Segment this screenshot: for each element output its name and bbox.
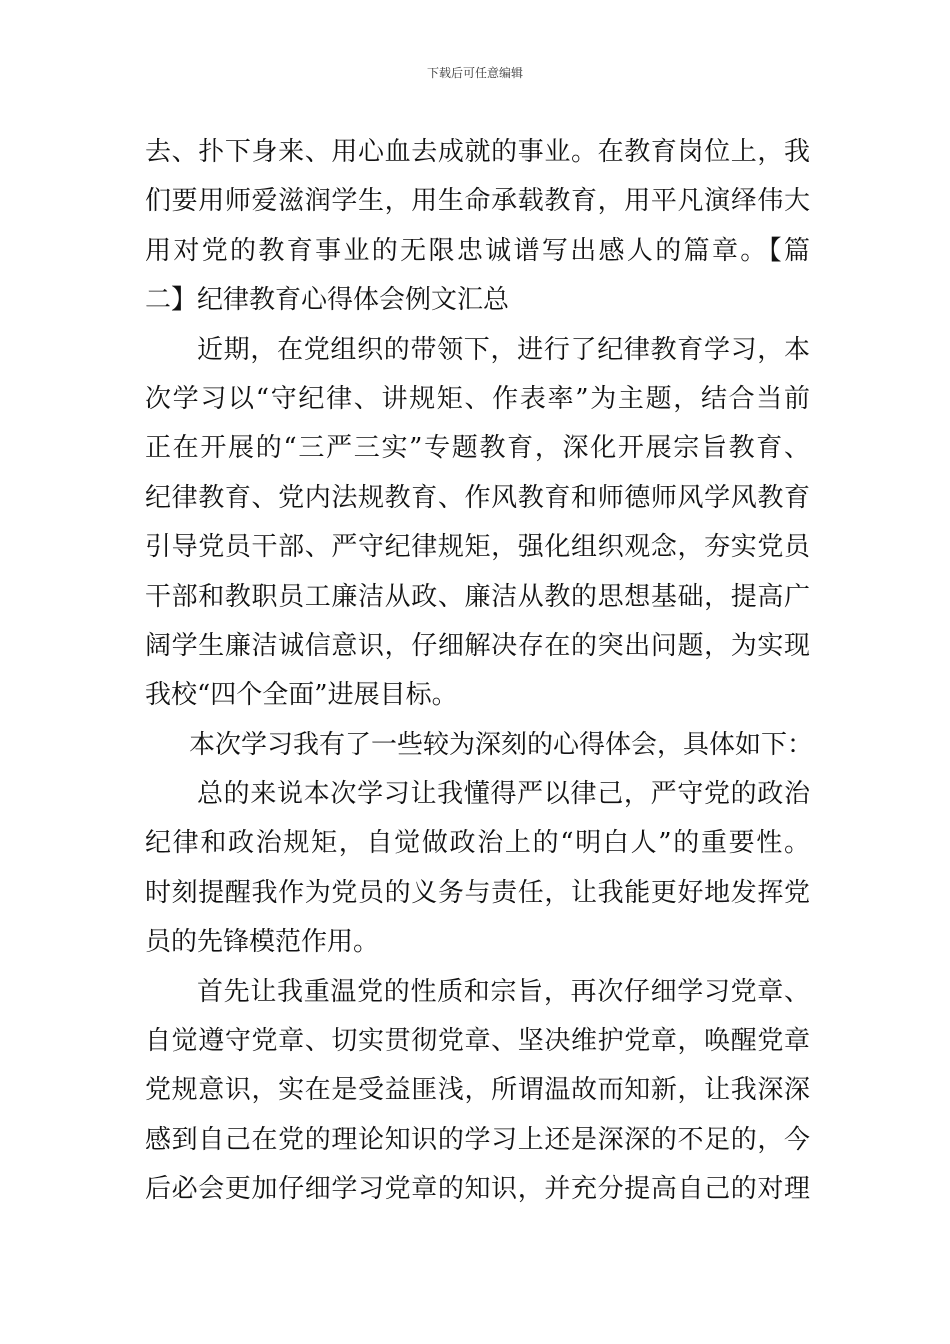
text-line: 们要用师爱滋润学生，用生命承载教育，用平凡演绎伟大 — [145, 186, 810, 217]
text-line: 时刻提醒我作为党员的义务与责任，让我能更好地发挥党 — [145, 877, 810, 908]
text-line: 引导党员干部、严守纪律规矩，强化组织观念，夯实党员 — [145, 532, 810, 563]
paragraph-start-line: 首先让我重温党的性质和宗旨，再次仔细学习党章、 — [197, 976, 810, 1007]
page-header-note: 下载后可任意编辑 — [426, 66, 523, 80]
paragraph-start-line: 近期，在党组织的带领下，进行了纪律教育学习，本 — [197, 334, 810, 365]
text-line: 后必会更加仔细学习党章的知识，并充分提高自己的对理 — [145, 1174, 810, 1205]
text-line: 次学习以“守纪律、讲规矩、作表率”为主题，结合当前 — [145, 383, 810, 414]
text-line: 自觉遵守党章、切实贯彻党章、坚决维护党章，唤醒党章 — [145, 1026, 810, 1057]
paragraph-end-line: 我校“四个全面”进展目标。 — [145, 680, 458, 711]
paragraph-start-line: 总的来说本次学习让我懂得严以律己，严守党的政治 — [197, 779, 810, 810]
text-line: 纪律教育、党内法规教育、作风教育和师德师风学风教育 — [145, 482, 810, 513]
text-line: 阔学生廉洁诚信意识，仔细解决存在的突出问题，为实现 — [145, 630, 810, 661]
text-line: 干部和教职员工廉洁从政、廉洁从教的思想基础，提高广 — [145, 581, 810, 612]
document-body — [145, 128, 814, 1215]
section-heading-line: 二】纪律教育心得体会例文汇总 — [145, 285, 510, 316]
text-line: 党规意识，实在是受益匪浅，所谓温故而知新，让我深深 — [145, 1075, 810, 1106]
paragraph-end-line: 员的先锋模范作用。 — [145, 927, 380, 958]
text-line: 纪律和政治规矩，自觉做政治上的“明白人”的重要性。 — [145, 828, 810, 859]
text-line: 感到自己在党的理论知识的学习上还是深深的不足的，今 — [145, 1124, 810, 1155]
text-line: 正在开展的“三严三实”专题教育，深化开展宗旨教育、 — [145, 433, 810, 464]
paragraph-line: 本次学习我有了一些较为深刻的心得体会，具体如下： — [189, 729, 814, 760]
text-line: 用对党的教育事业的无限忠诚谱写出感人的篇章。【篇 — [145, 235, 810, 266]
text-line: 去、扑下身来、用心血去成就的事业。在教育岗位上，我 — [145, 137, 810, 167]
